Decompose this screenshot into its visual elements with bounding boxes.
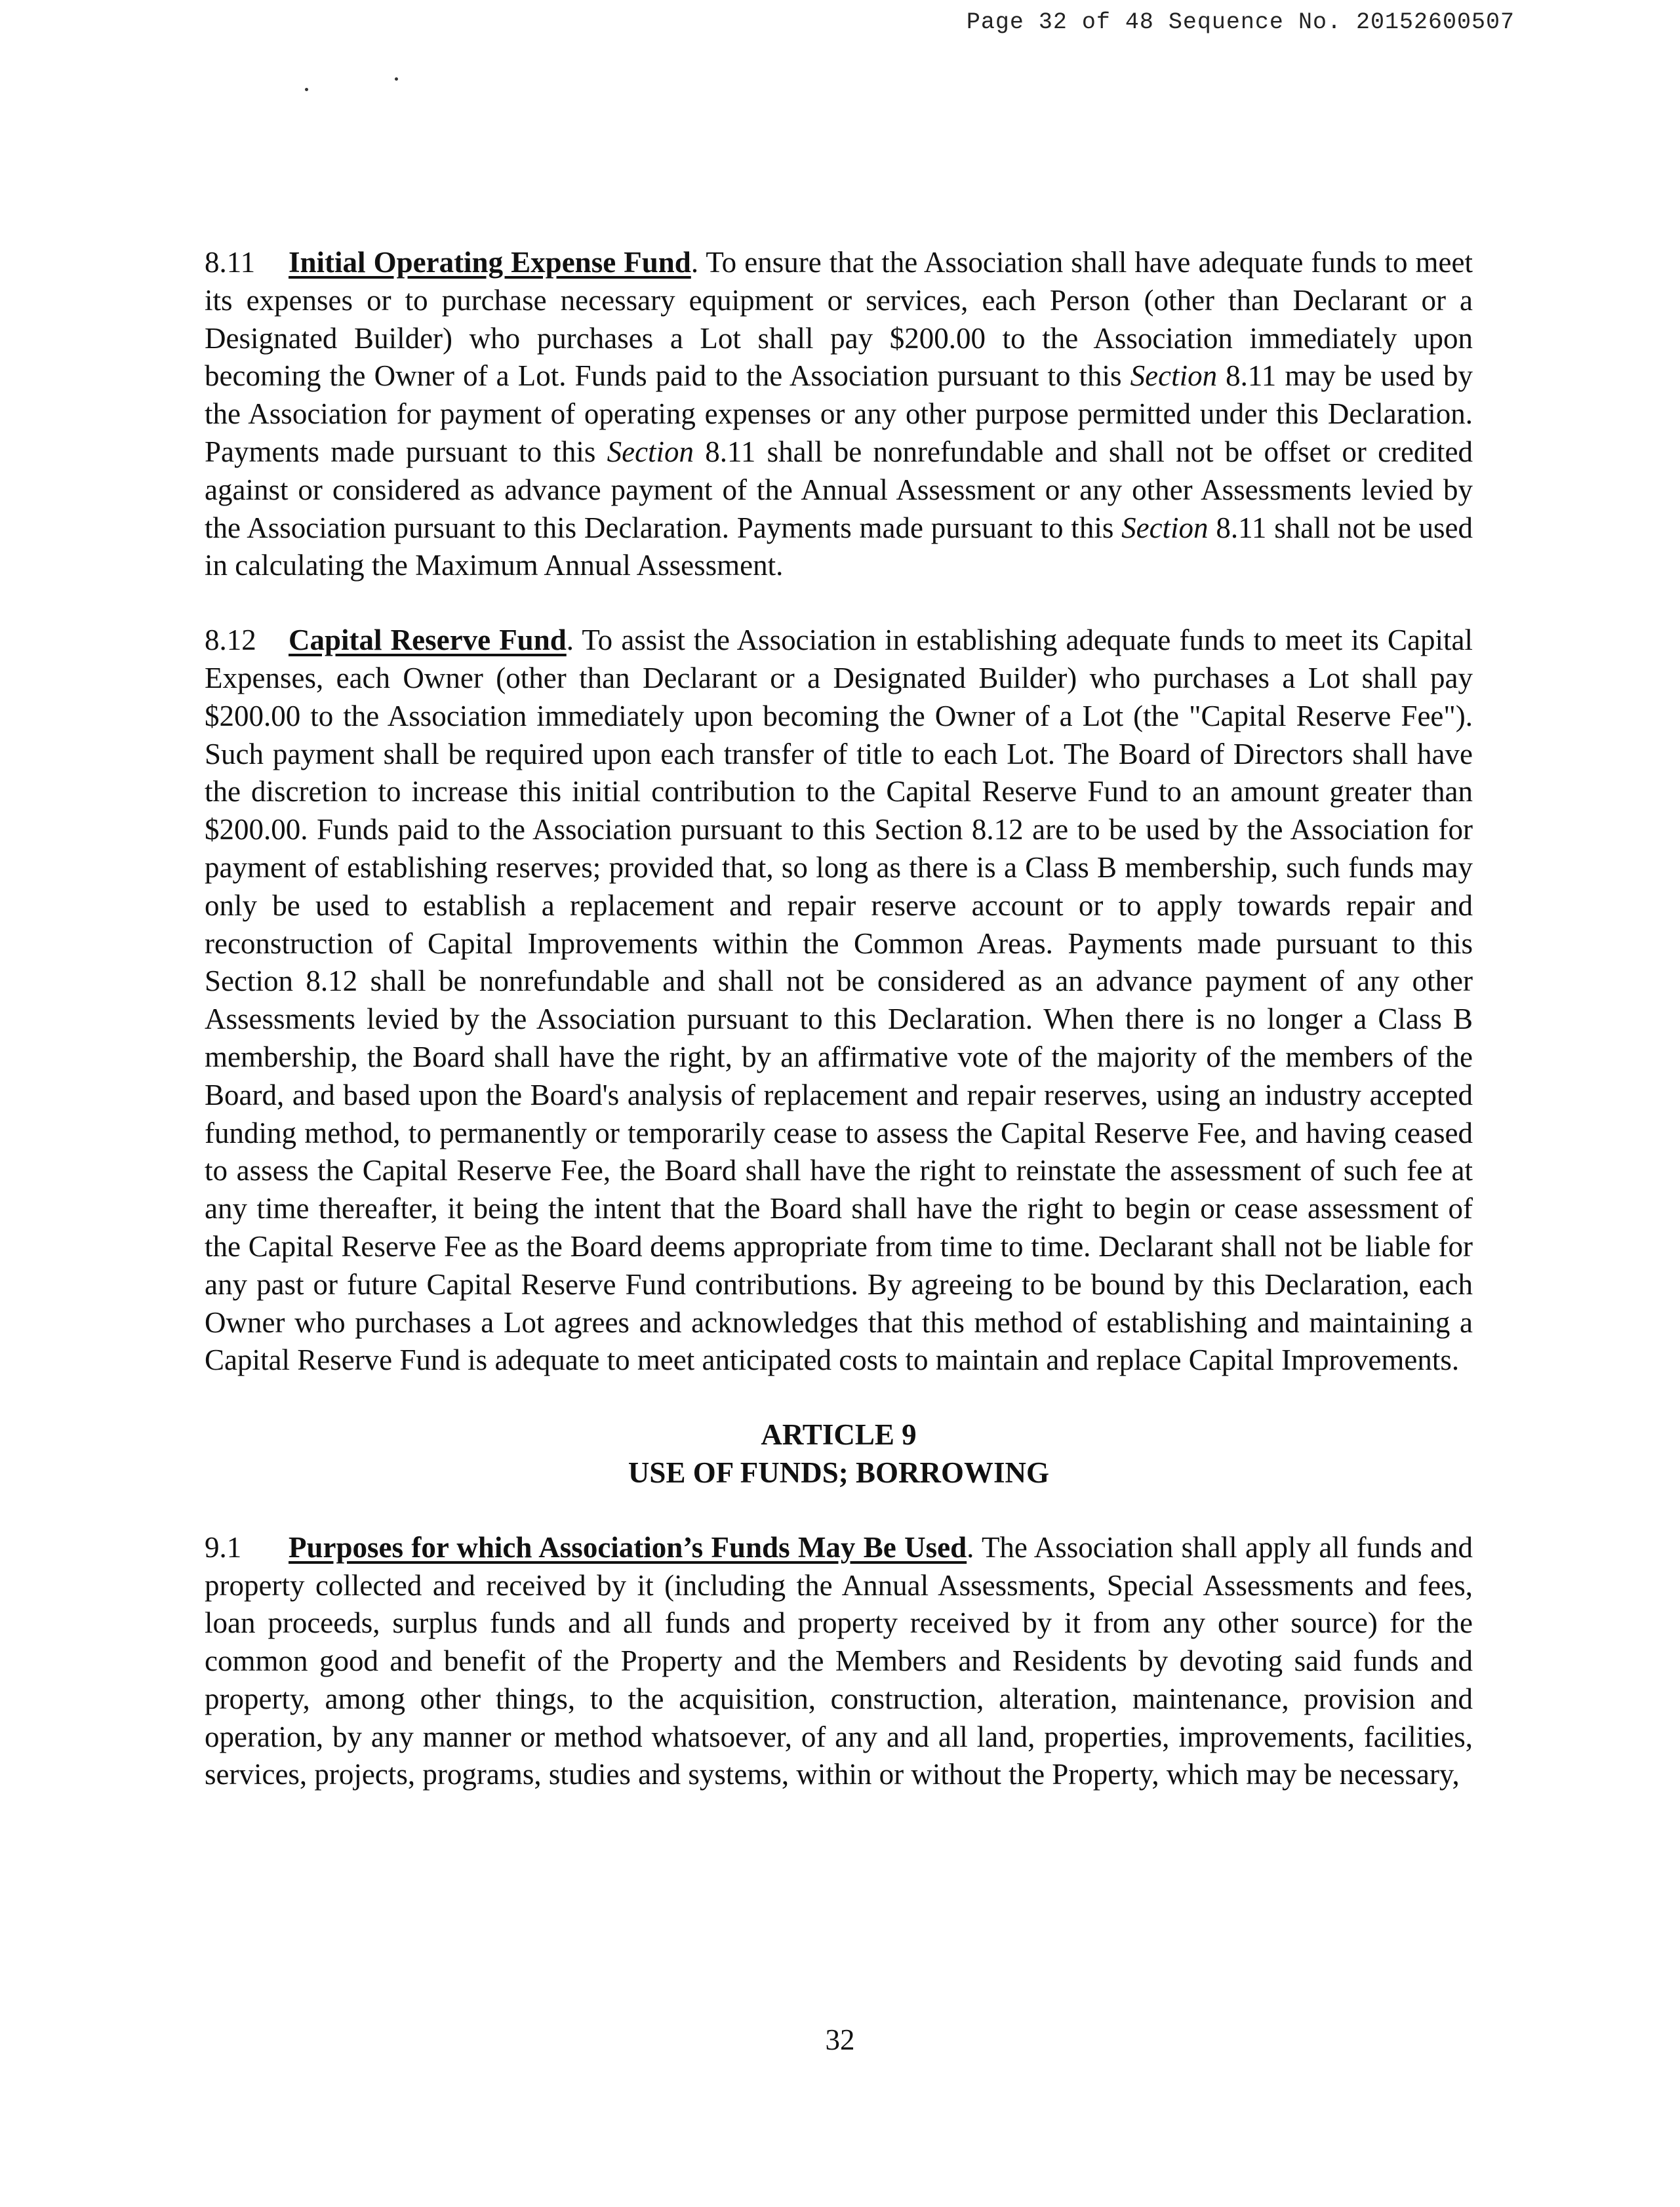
section-heading: Purposes for which Association’s Funds May Be Used <box>289 1530 967 1564</box>
section-text: . The Association shall apply all funds and property collected and received by it (including the Annual Assessments, Special Assessments and fees, loan proceeds, surplus funds and all funds and property received by it from any other source) for the common good and benefit of the Property and the Members and Residents by devoting said funds and property, among other things, to the acquisition, construction, alteration, maintenance, provision and operation, by any manner or method whatsoever, of any and all land, properties, improvements, facilities, services, projects, programs, studies and systems, within or without the Property, which may be necessary, <box>205 1530 1473 1791</box>
document-body <box>205 244 1473 1794</box>
section-number: 9.1 <box>205 1530 242 1564</box>
article-title: ARTICLE 9 <box>761 1418 917 1452</box>
scan-speck <box>305 88 308 91</box>
sequence-stamp: Page 32 of 48 Sequence No. 20152600507 <box>966 9 1515 35</box>
section-text: . To ensure that the Association shall have adequate funds to meet its expenses or to purchase necessary equipment or services, each Person (other than Declarant or a Designated Builder) who purchases a Lot shall pay $200.00 to the Association immediately upon becoming the Owner of a Lot. Funds paid to the Association pursuant to this <box>205 246 1473 393</box>
page-number: 32 <box>825 2023 855 2056</box>
section-8-12 <box>205 622 1473 1380</box>
article-heading <box>205 1416 1473 1492</box>
section-8-11 <box>205 244 1473 585</box>
section-text: 8.11 may be used by the Association for payment of operating expenses or any other purpose permitted under this Declaration. Payments made pursuant to this <box>205 359 1473 468</box>
section-number: 8.12 <box>205 624 256 657</box>
section-text: 8.11 shall be nonrefundable and shall not be offset or credited against or considered as advance payment of the Annual Assessment or any other Assessments levied by the Association pursuant to this Declaration. Payments made pursuant to this <box>205 435 1473 544</box>
section-text: 8.11 shall not be used in calculating the Maximum Annual Assessment. <box>205 511 1473 582</box>
section-reference: Section <box>607 435 694 468</box>
section-number: 8.11 <box>205 246 256 279</box>
section-heading: Capital Reserve Fund <box>289 624 567 657</box>
section-text: . To assist the Association in establishing adequate funds to meet its Capital Expenses, each Owner (other than Declarant or a Designated Builder) who purchases a Lot shall pay $200.00 to the Association immediately upon becoming the Owner of a Lot (the "Capital Reserve Fee"). Such payment shall be required upon each transfer of title to each Lot. The Board of Directors shall have the discretion to increase this initial contribution to the Capital Reserve Fund to an amount greater than $200.00. Funds paid to the Association pursuant to this Section 8.12 are to be used by the Association for payment of establishing reserves; provided that, so long as there is a Class B membership, such funds may only be used to establish a replacement and repair reserve account or to apply towards repair and reconstruction of Capital Improvements within the Common Areas. Payments made pursuant to this Section 8.12 shall be nonrefundable and shall not be considered as an advance payment of any other Assessments levied by the Association pursuant to this Declaration. When there is no longer a Class B membership, the Board shall have the right, by an affirmative vote of the majority of the members of the Board, and based upon the Board's analysis of replacement and repair reserves, using an industry accepted funding method, to permanently or temporarily cease to assess the Capital Reserve Fee, and having ceased to assess the Capital Reserve Fee, the Board shall have the right to reinstate the assessment of such fee at any time thereafter, it being the intent that the Board shall have the right to begin or cease assessment of the Capital Reserve Fee as the Board deems appropriate from time to time. Declarant shall not be liable for any past or future Capital Reserve Fund contributions. By agreeing to be bound by this Declaration, each Owner who purchases a Lot agrees and acknowledges that this method of establishing and maintaining a Capital Reserve Fund is adequate to meet anticipated costs to maintain and replace Capital Improvements. <box>205 624 1473 1377</box>
section-reference: Section <box>1121 511 1209 544</box>
scan-speck <box>395 77 398 81</box>
article-subtitle: USE OF FUNDS; BORROWING <box>628 1456 1050 1489</box>
section-reference: Section <box>1130 359 1218 393</box>
section-9-1 <box>205 1529 1473 1795</box>
section-heading: Initial Operating Expense Fund <box>289 246 691 279</box>
